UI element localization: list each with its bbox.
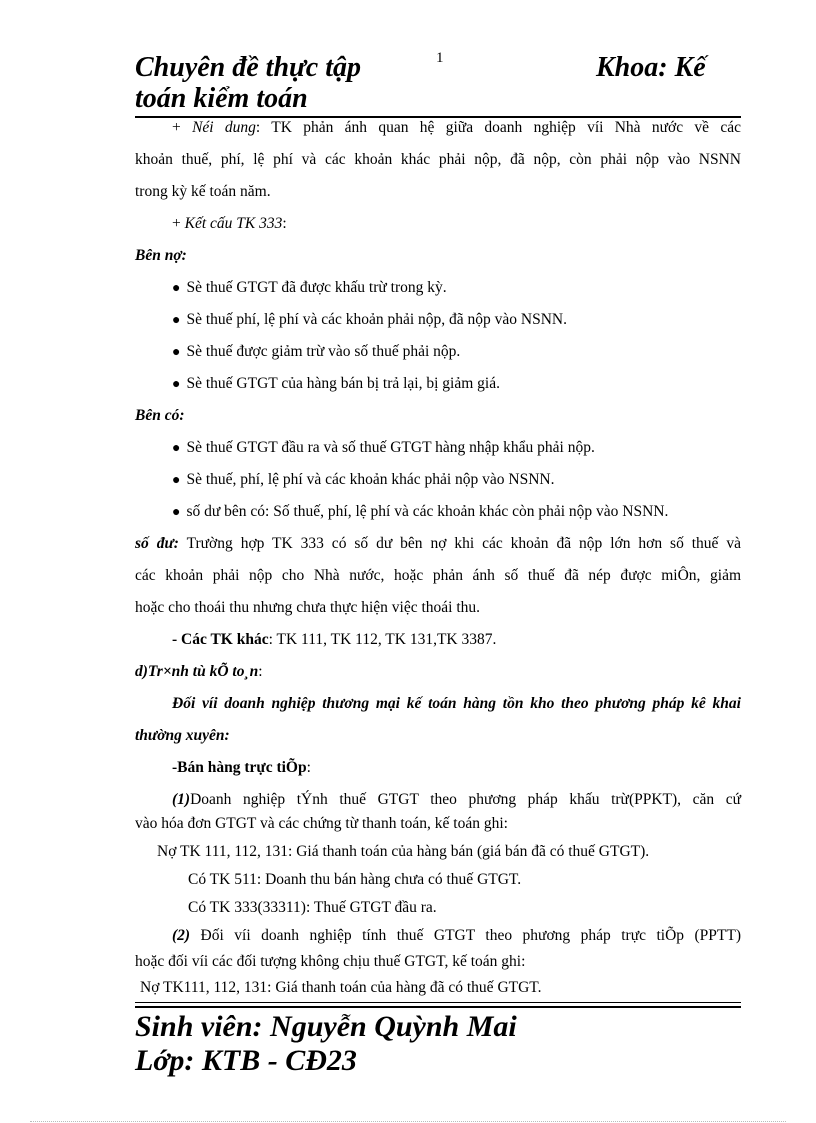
content-line xyxy=(135,118,741,138)
content-line xyxy=(135,758,778,778)
journal-entry: Có TK 333(33311): Thuế GTGT đầu ra. xyxy=(188,899,437,916)
content-text: : xyxy=(306,759,311,776)
content-text: + xyxy=(172,215,181,232)
footer-rule xyxy=(135,1006,741,1008)
ben-co-heading: Bên có: xyxy=(135,407,185,424)
content-label: Kết cấu TK 333 xyxy=(184,215,283,232)
footer-student: Sinh viên: Nguyễn Quỳnh Mai xyxy=(135,1010,517,1043)
header-title-line1: Chuyên đề thực tập xyxy=(135,52,362,83)
content-line: khoản thuế, phí, lệ phí và các khoản khác phải nộp, đã nộp, còn phải nộp vào NSNN xyxy=(135,151,741,168)
content-text: + xyxy=(172,119,181,136)
footer-class: Lớp: KTB - CĐ23 xyxy=(135,1044,357,1077)
content-line xyxy=(135,926,741,946)
content-line: Đối víi doanh nghiệp thương mại kế toán hàng tồn kho theo phương pháp kê khai xyxy=(172,695,741,712)
paragraph-number: (2) xyxy=(172,927,191,944)
content-label: - Các TK khác xyxy=(172,631,269,648)
list-item-text: số dư bên có: Số thuế, phí, lệ phí và các khoản khác còn phải nộp vào NSNN. xyxy=(186,503,669,520)
bullet-icon: ● xyxy=(172,313,181,328)
content-line xyxy=(135,630,778,650)
bullet-icon: ● xyxy=(172,281,181,296)
content-line: hoặc cho thoái thu nhưng chưa thực hiện việc thoái thu. xyxy=(135,599,481,616)
list-item-text: Sè thuế được giảm trừ vào số thuế phải nộp. xyxy=(186,343,461,360)
list-item-text: Sè thuế phí, lệ phí và các khoản phải nộp, đã nộp vào NSNN. xyxy=(186,311,567,328)
journal-entry: Có TK 511: Doanh thu bán hàng chưa có thuế GTGT. xyxy=(188,871,522,888)
content-text: : TK 111, TK 112, TK 131,TK 3387. xyxy=(268,631,497,648)
content-text: : TK phản ánh quan hệ giữa doanh nghiệp víi Nhà nước về các xyxy=(255,119,741,136)
bullet-icon: ● xyxy=(172,377,181,392)
ben-no-heading: Bên nợ: xyxy=(135,247,187,264)
section-heading-text: d)Tr×nh tù kÕ to¸n xyxy=(135,663,259,680)
bullet-icon: ● xyxy=(172,441,181,456)
list-item xyxy=(135,342,778,363)
header-faculty: Khoa: Kế xyxy=(596,52,706,83)
paragraph-number: (1) xyxy=(172,791,191,808)
list-item-text: Sè thuế GTGT của hàng bán bị trả lại, bị giảm giá. xyxy=(186,375,500,392)
content-line: hoặc đối víi các đối tượng không chịu thuế GTGT, kế toán ghi: xyxy=(135,953,526,970)
list-item xyxy=(135,470,778,491)
content-text: Đối víi doanh nghiệp tính thuế GTGT theo phương pháp trực tiÕp (PPTT) xyxy=(190,927,741,944)
content-text: Trường hợp TK 333 có số dư bên nợ khi các khoản đã nộp lớn hơn số thuế và xyxy=(178,535,742,552)
content-line xyxy=(135,790,741,810)
list-item-text: Sè thuế GTGT đầu ra và số thuế GTGT hàng nhập khẩu phải nộp. xyxy=(186,439,595,456)
content-label: Néi dung xyxy=(192,119,256,136)
content-text: : xyxy=(258,663,263,680)
list-item-text: Sè thuế, phí, lệ phí và các khoản khác phải nộp vào NSNN. xyxy=(186,471,555,488)
page-bottom-border xyxy=(30,1121,786,1122)
list-item xyxy=(135,310,778,331)
so-du-label: số đư: xyxy=(135,535,179,552)
list-item xyxy=(135,278,778,299)
header-title-line2: toán kiểm toán xyxy=(135,83,308,114)
content-line xyxy=(135,214,778,234)
content-text: Doanh nghiệp tÝnh thuế GTGT theo phương pháp khấu trừ(PPKT), căn cứ xyxy=(190,791,741,808)
bullet-icon: ● xyxy=(172,473,181,488)
header-title xyxy=(135,52,361,114)
list-item xyxy=(135,438,778,459)
footer-rule xyxy=(135,1002,741,1003)
content-line: trong kỳ kế toán năm. xyxy=(135,183,271,200)
bullet-icon: ● xyxy=(172,505,181,520)
page-number: 1 xyxy=(436,50,444,66)
content-text: : xyxy=(282,215,287,232)
journal-entry: Nợ TK111, 112, 131: Giá thanh toán của hàng đã có thuế GTGT. xyxy=(140,979,542,996)
list-item xyxy=(135,502,778,523)
content-line: vào hóa đơn GTGT và các chứng từ thanh toán, kế toán ghi: xyxy=(135,815,508,832)
content-label: -Bán hàng trực tiÕp xyxy=(172,759,307,776)
list-item-text: Sè thuế GTGT đã được khấu trừ trong kỳ. xyxy=(186,279,447,296)
bullet-icon: ● xyxy=(172,345,181,360)
list-item xyxy=(135,374,778,395)
content-line xyxy=(135,534,741,554)
content-line: các khoản phải nộp cho Nhà nước, hoặc phản ánh số thuế đã nép được miÔn, giảm xyxy=(135,567,741,584)
content-line: thường xuyên: xyxy=(135,727,230,744)
journal-entry: Nợ TK 111, 112, 131: Giá thanh toán của hàng bán (giá bán đã có thuế GTGT). xyxy=(157,843,650,860)
section-heading xyxy=(135,662,741,682)
